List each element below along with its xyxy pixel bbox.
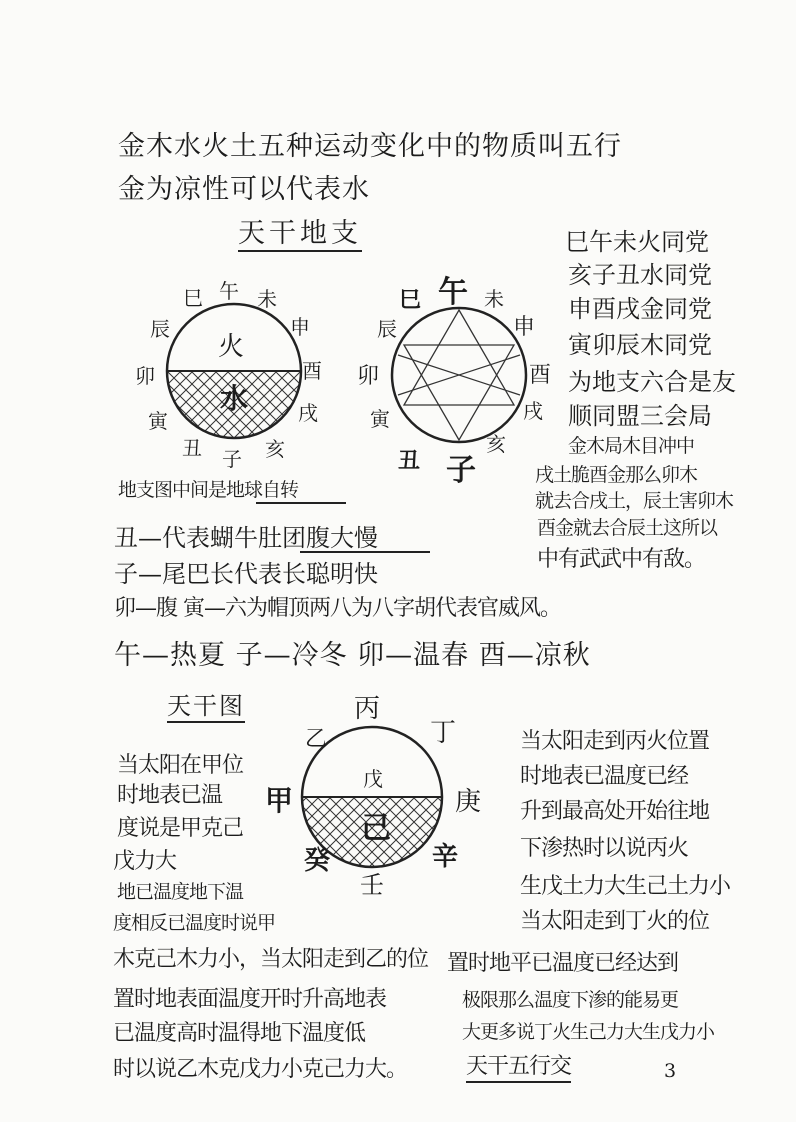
d2-label-xu: 戌 (523, 399, 543, 423)
d3-label-ren: 壬 (360, 871, 384, 899)
d1-label-mao: 卯 (135, 364, 155, 388)
d2-label-you: 酉 (529, 363, 552, 388)
d2-label-wu: 午 (438, 275, 468, 310)
right2-note-5: 生戊土力大生己土力小 (520, 874, 731, 899)
d2-label-mao: 卯 (357, 364, 380, 389)
header-line-2: 金为凉性可以代表水 (118, 174, 370, 205)
middle-note-underline (300, 551, 430, 553)
left-note-5: 地已温度地下温 (117, 881, 244, 903)
right2-note-1: 当太阳走到丙火位置 (520, 729, 710, 754)
right-note-7: 金木局木目冲中 (568, 435, 695, 457)
d3-label-gui: 癸 (304, 846, 331, 876)
d1-label-chen: 辰 (150, 317, 170, 341)
right-note-6: 顺同盟三会局 (568, 402, 712, 430)
triangle-down (404, 345, 514, 440)
right2-note-8: 极限那么温度下渗的能易更 (462, 989, 679, 1011)
diagram1-lower: 水 (220, 382, 249, 415)
left-note-9: 已温度高时温得地下温度低 (113, 1021, 366, 1046)
tiangan-circle-diagram (265, 694, 481, 899)
d2-label-zi: 子 (446, 453, 476, 488)
d1-label-xu: 戌 (298, 401, 318, 425)
left-note-3: 度说是甲克己 (117, 816, 244, 841)
left-note-2: 时地表已温 (117, 783, 223, 808)
dizhi-circle-diagram (135, 279, 322, 471)
d2-label-hai: 亥 (486, 432, 506, 456)
middle-note-2: 子—尾巴长代表长聪明快 (114, 560, 378, 588)
middle-note-4: 午—热夏 子—冷冬 卯—温春 酉—凉秋 (114, 640, 591, 671)
d1-label-hai: 亥 (265, 437, 285, 461)
right2-note-6: 当太阳走到丁火的位 (520, 909, 710, 934)
diagram3-lower: 己 (361, 811, 391, 846)
right-note-11: 中有武武中有敌。 (537, 547, 706, 572)
d1-label-shen: 申 (290, 315, 310, 339)
dizhi-star-diagram (357, 275, 551, 488)
diagram-caption: 地支图中间是地球自转 (118, 479, 299, 501)
middle-note-1: 丑—代表蝴牛肚团腹大慢 (114, 524, 378, 552)
right2-note-9: 大更多说丁火生己力大生戊力小 (462, 1021, 715, 1043)
left-note-7: 木克己木力小，当太阳走到乙的位 (113, 947, 429, 972)
d2-label-yin: 寅 (370, 407, 390, 431)
d1-label-si: 巳 (183, 286, 203, 310)
d1-label-yin: 寅 (148, 409, 168, 433)
d3-label-jia: 甲 (265, 784, 294, 817)
section-title-tiangan: 天干图 (167, 694, 245, 723)
d1-label-chou: 丑 (182, 436, 202, 460)
right-note-4: 寅卯辰木同党 (568, 331, 712, 359)
right-note-2: 亥子丑水同党 (568, 261, 712, 289)
left-note-8: 置时地表面温度开时升高地表 (113, 987, 387, 1012)
triangle-up (404, 310, 514, 405)
d2-label-chou: 丑 (398, 448, 421, 474)
d2-label-wei: 未 (484, 287, 504, 311)
right-note-8: 戌土脆酉金那么卯木 (535, 464, 698, 486)
d3-label-yi: 乙 (305, 727, 328, 752)
page-number: 3 (664, 1060, 676, 1082)
left-note-10: 时以说乙木克戊力小克己力大。 (113, 1057, 408, 1082)
left-note-1: 当太阳在甲位 (117, 753, 244, 778)
diagram1-upper: 火 (218, 332, 245, 362)
left-note-6: 度相反已温度时说甲 (113, 912, 276, 934)
right2-note-7: 置时地平已温度已经达到 (447, 951, 679, 976)
right-note-9: 就去合戌土，辰土害卯木 (535, 490, 734, 512)
d2-label-chen: 辰 (377, 317, 397, 341)
section-title-tiangan-dizhi: 天干地支 (238, 220, 362, 252)
d2-label-shen: 申 (513, 315, 536, 340)
d1-label-wu: 午 (219, 279, 239, 303)
right-note-5: 为地支六合是友 (568, 368, 736, 396)
right-note-3: 申酉戌金同党 (568, 295, 712, 323)
right2-note-4: 下渗热时以说丙火 (520, 836, 689, 861)
middle-note-3: 卯—腹 寅—六为帽顶两八为八字胡代表官威风。 (114, 596, 561, 621)
d2-label-si: 巳 (399, 287, 422, 313)
right-note-10: 酉金就去合辰土这所以 (537, 517, 718, 539)
right2-note-3: 升到最高处开始往地 (520, 799, 710, 824)
d1-label-zi: 子 (222, 447, 242, 471)
d1-label-wei: 未 (257, 287, 277, 311)
footer-title: 天干五行交 (466, 1056, 571, 1083)
left-note-4: 戊力大 (113, 849, 177, 874)
d1-label-you: 酉 (302, 359, 322, 383)
d3-label-xin: 辛 (432, 842, 459, 872)
d3-label-geng: 庚 (455, 787, 482, 817)
header-line-1: 金木水火土五种运动变化中的物质叫五行 (118, 131, 622, 162)
diagram3-upper: 戊 (363, 767, 383, 791)
caption-underline (256, 502, 346, 504)
right-note-1: 巳午未火同党 (565, 228, 709, 256)
d3-label-bing: 丙 (354, 694, 381, 724)
right2-note-2: 时地表已温度已经 (520, 764, 689, 789)
d3-label-ding: 丁 (430, 718, 457, 748)
